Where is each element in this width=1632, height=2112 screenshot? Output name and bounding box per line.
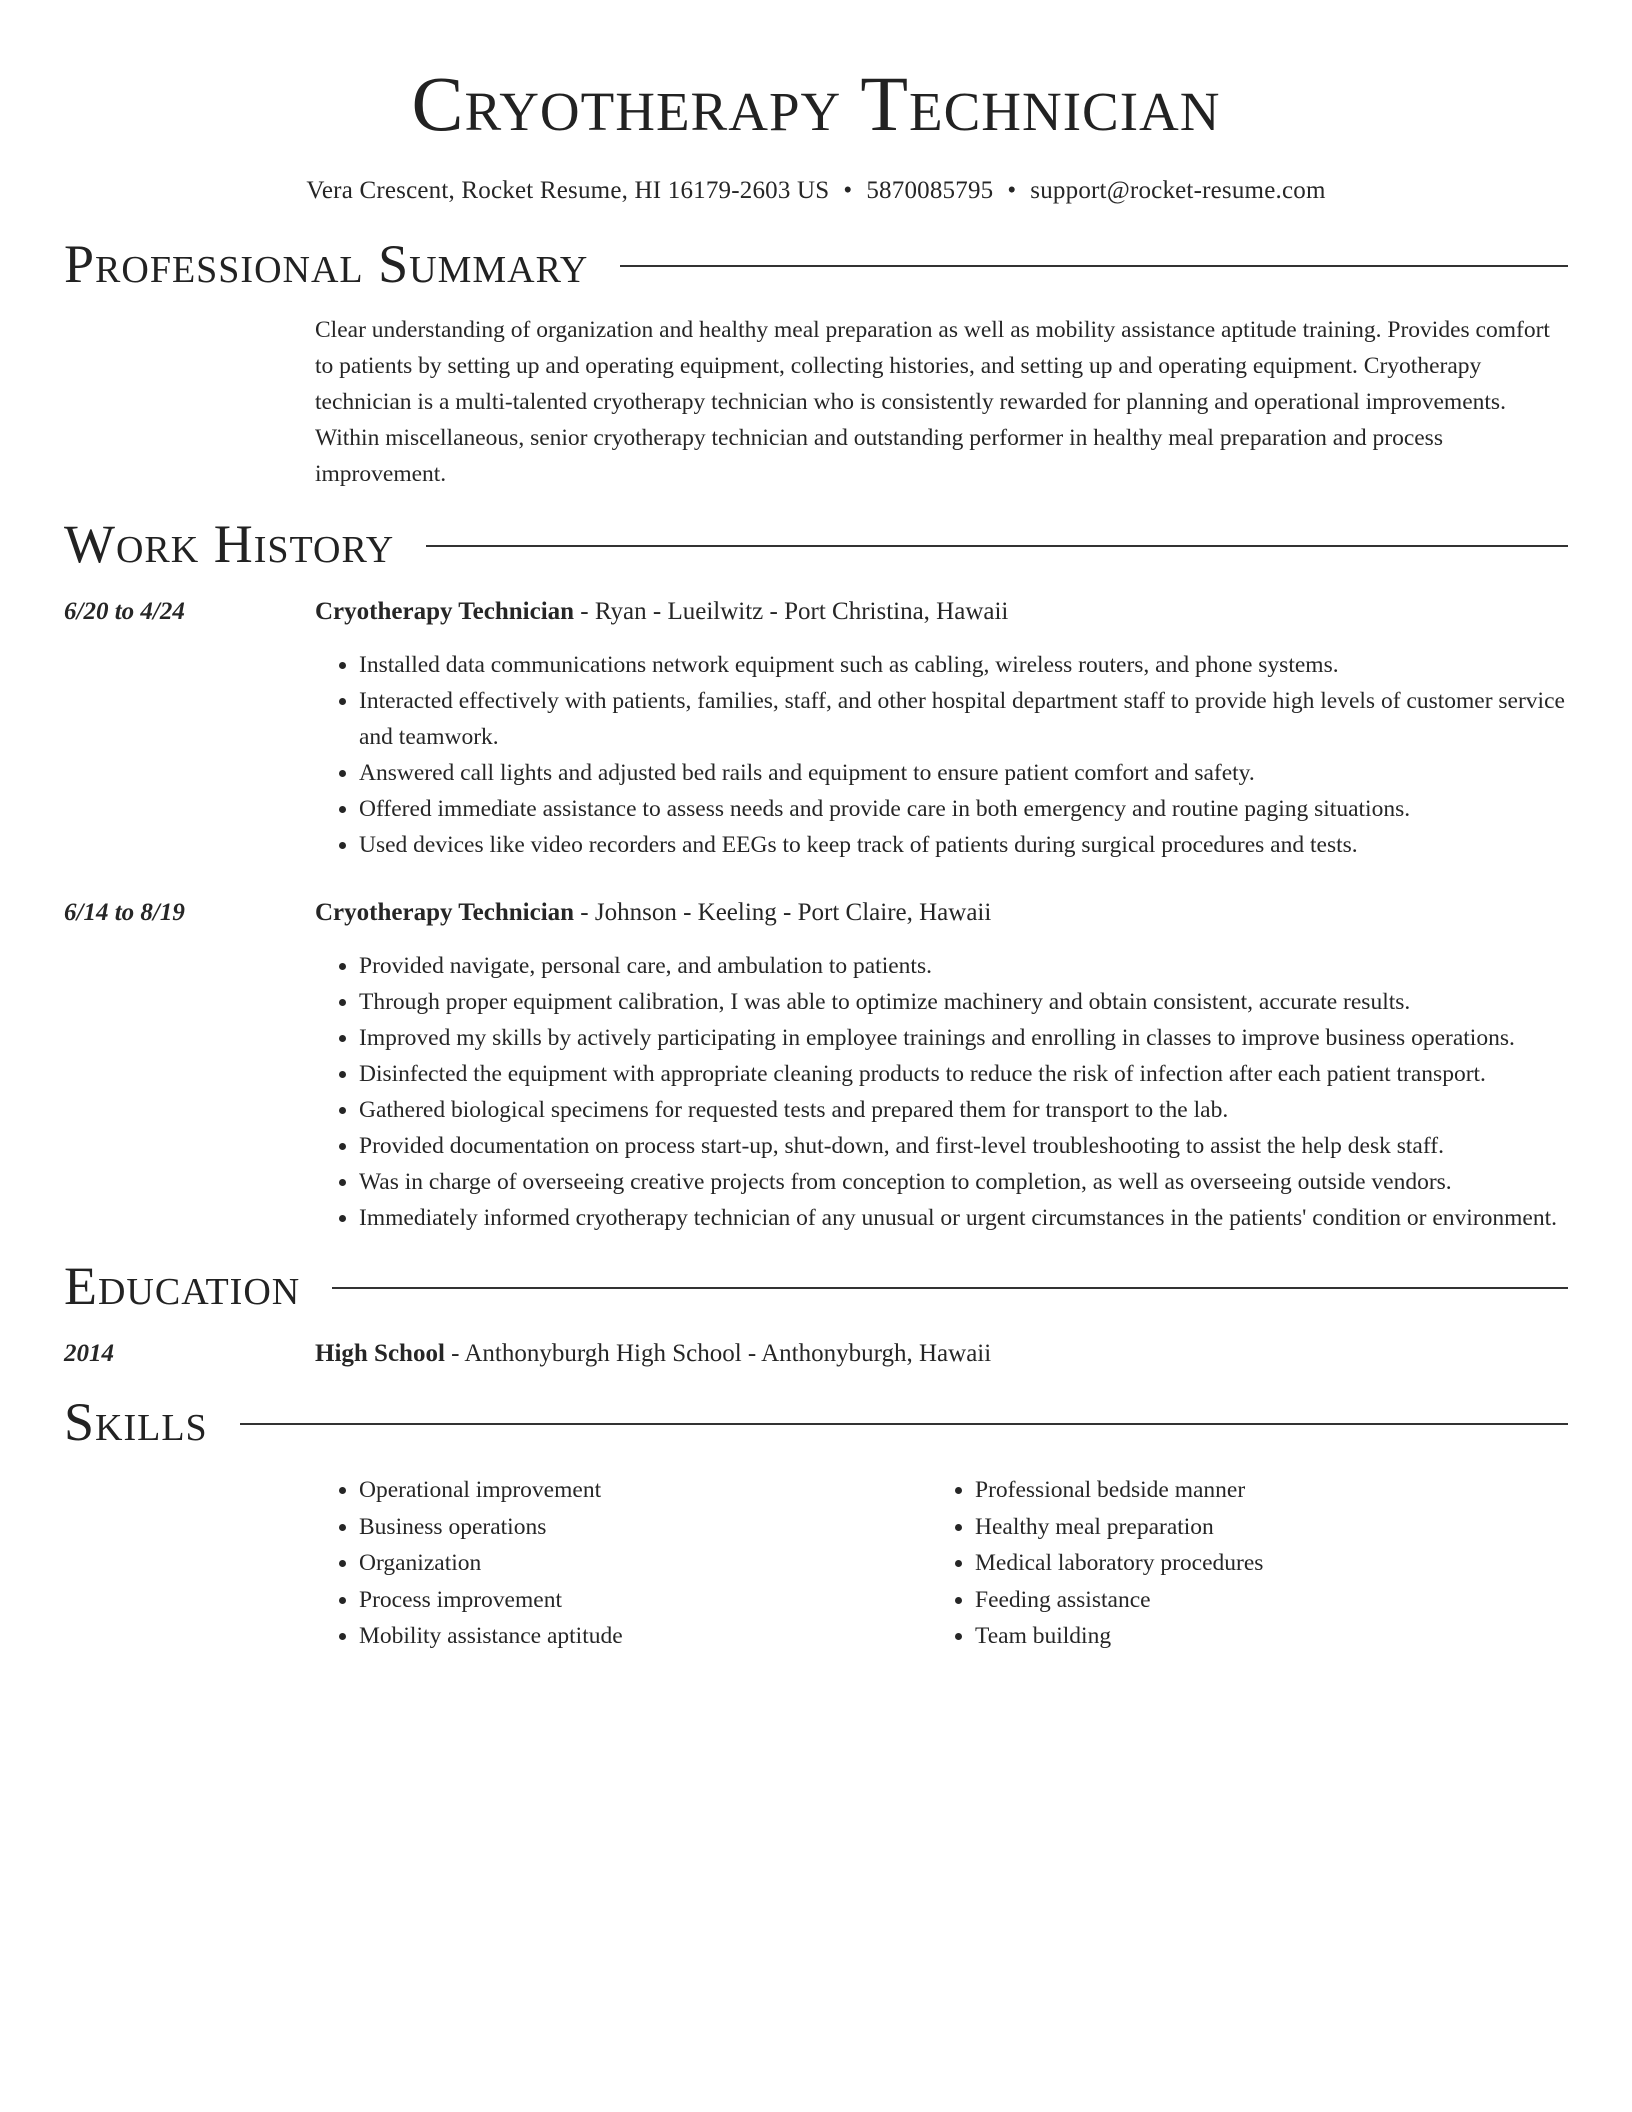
section-title: Skills [64,1392,208,1452]
skill-item: • Operational improvement [359,1472,931,1509]
section-divider [332,1287,1568,1289]
list-item: • Installed data communications network equipment such as cabling, wireless routers, and phone systems. [359,647,1568,683]
list-item: • Answered call lights and adjusted bed rails and equipment to ensure patient comfort and safety. [359,755,1568,791]
skill-item: • Feeding assistance [975,1582,1547,1619]
job-entry [64,594,1568,863]
contact-phone: 5870085795 [866,177,994,204]
section-title: Work History [64,514,395,574]
skill-item: • Business operations [359,1509,931,1546]
summary-section [64,228,1568,492]
education-school: - Anthonyburgh High School - Anthonyburgh, Hawaii [444,1340,992,1367]
contact-address: Vera Crescent, Rocket Resume, HI 16179-2603 US [306,177,830,204]
job-dates: 6/14 to 8/19 [64,899,185,926]
skill-item: • Professional bedside manner [975,1472,1547,1509]
section-title: Education [64,1256,301,1316]
skill-item: • Organization [359,1545,931,1582]
list-item: • Provided navigate, personal care, and ambulation to patients. [359,948,1568,984]
skill-item: • Process improvement [359,1582,931,1619]
list-item: • Disinfected the equipment with appropriate cleaning products to reduce the risk of infection after each patient transport. [359,1056,1568,1092]
skill-item: • Healthy meal preparation [975,1509,1547,1546]
list-item: • Offered immediate assistance to assess needs and provide care in both emergency and routine paging situations. [359,791,1568,827]
job-employer: - Johnson - Keeling - Port Claire, Hawaii [574,899,992,926]
job-position: Cryotherapy Technician [315,899,575,926]
section-divider [620,265,1568,267]
list-item: • Interacted effectively with patients, families, staff, and other hospital department staff to provide high levels of customer service and teamwork. [359,683,1568,755]
skill-item: • Medical laboratory procedures [975,1545,1547,1582]
contact-separator: • [843,177,853,204]
skills-list-right [931,1472,1547,1655]
work-history-section [64,508,1568,1236]
education-year: 2014 [64,1340,114,1367]
section-divider [426,545,1568,547]
resume-name: Cryotherapy Technician [411,60,1221,147]
section-header [64,1250,1568,1322]
education-heading [315,1336,1568,1372]
job-heading [315,895,1568,931]
list-item: • Gathered biological specimens for requested tests and prepared them for transport to the lab. [359,1092,1568,1128]
job-entry [64,895,1568,1236]
job-duties-list [315,647,1568,863]
list-item: • Improved my skills by actively participating in employee trainings and enrolling in classes to improve business operations. [359,1020,1568,1056]
contact-email: support@rocket-resume.com [1030,177,1326,204]
section-header [64,1386,1568,1458]
list-item: • Through proper equipment calibration, I was able to optimize machinery and obtain consistent, accurate results. [359,984,1568,1020]
skill-item: • Mobility assistance aptitude [359,1618,931,1655]
section-header [64,508,1568,580]
section-title: Professional Summary [64,234,589,294]
job-duties-list [315,948,1568,1236]
job-employer: - Ryan - Lueilwitz - Port Christina, Hawaii [574,598,1009,625]
job-dates: 6/20 to 4/24 [64,598,185,625]
skill-item: • Team building [975,1618,1547,1655]
education-section [64,1250,1568,1372]
education-entry [64,1336,1568,1372]
section-header [64,228,1568,300]
list-item: • Used devices like video recorders and EEGs to keep track of patients during surgical procedures and tests. [359,827,1568,863]
list-item: • Immediately informed cryotherapy technician of any unusual or urgent circumstances in the patients' condition or environment. [359,1200,1568,1236]
list-item: • Was in charge of overseeing creative projects from conception to completion, as well as overseeing outside vendors. [359,1164,1568,1200]
skills-grid [315,1472,1547,1655]
contact-separator: • [1007,177,1017,204]
job-position: Cryotherapy Technician [315,598,575,625]
section-divider [240,1423,1568,1425]
skills-section [64,1386,1568,1655]
contact-line [64,174,1568,208]
skills-list-left [315,1472,931,1655]
job-heading [315,594,1568,630]
list-item: • Provided documentation on process start-up, shut-down, and first-level troubleshooting to assist the help desk staff. [359,1128,1568,1164]
education-degree: High School [315,1340,445,1367]
summary-text: Clear understanding of organization and healthy meal preparation as well as mobility assistance aptitude training. Provides comfort to patients by setting up and operating equipment, collecting histories, and setting up and operating equipment. Cryotherapy technician is a multi-talented cryotherapy technician who is consistently rewarded for planning and operational improvements. Within miscellaneous, senior cryotherapy technician and outstanding performer in healthy meal preparation and process improvement. [315,317,1550,487]
